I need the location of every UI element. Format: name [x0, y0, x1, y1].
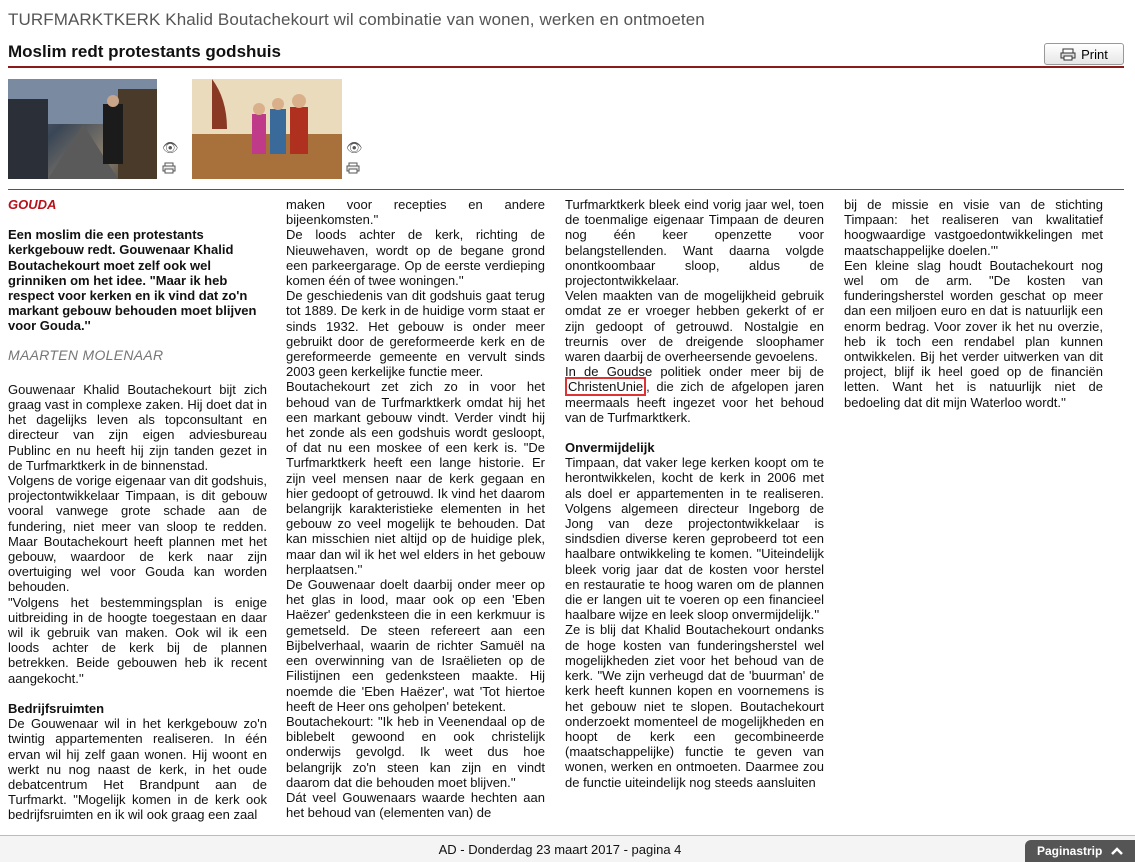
text-span: , die zich de afgelopen jaren meermaals heeft ingezet voor het behoud van de Turfmarktkerk.	[565, 379, 824, 425]
chevron-up-icon	[1110, 846, 1124, 856]
paragraph: Gouwenaar Khalid Boutachekourt bijt zich graag vast in complexe zaken. Hij doet dat in het dagelijks leven als topconsultant en directeur van zijn eigen adviesbureau Publinc en nu heeft hij zijn tanden gezet in de Turfmarktkerk in de binnenstad.	[8, 381, 267, 473]
subheading: Bedrijfsruimten	[8, 700, 105, 716]
christenunie-link[interactable]: ChristenUnie	[565, 377, 646, 396]
paragraph: Volgens de vorige eigenaar van dit godshuis, projectontwikkelaar Timpaan, is dit gebouw vooral vanwege grote schade aan de fundering, niet meer van sloop te redden. Maar Boutachekourt heeft plannen met het gebouw, waardoor de kerk naar zijn overtuiging wel voor Gouda kan worden behouden.	[8, 473, 267, 595]
paragraph: Timpaan, dat vaker lege kerken koopt om te herontwikkelen, kocht de kerk in 2006 met als doel er appartementen in te realiseren. Volgens algemeen directeur Ingeborg de Jong van deze projectontwikkelaar is sindsdien diverse keren geprobeerd tot een haalbare ontwikkeling te komen. "Uiteindelijk bleek vorig jaar dat de kosten voor herstel en restauratie te hoog waren om de plannen die er langen uit te voeren op een financieel haalbare wijze en leek sloop onvermijdelijk.''	[565, 455, 824, 623]
paragraph: Boutachekourt: "Ik heb in Veenendaal op de biblebelt gewoond en ook christelijk onderwijs gevolgd. Ik weet dus hoe belangrijk zo'n steen kan zijn en vindt daarom dat die behouden moet blijven.''	[286, 713, 545, 790]
printer-icon	[1060, 48, 1076, 61]
article-photo-2[interactable]	[192, 79, 342, 179]
paragraph: De geschiedenis van dit godshuis gaat terug tot 1889. De kerk in de huidige vorm staat er sinds 1932. Het gebouw is onder meer gebruikt door de gereformeerde kerk en de gereformeerde gemeente en vervult sinds 2003 geen kerkelijke functie meer.	[286, 288, 545, 380]
photo-2-actions	[346, 140, 363, 174]
paragraph: Ze is blij dat Khalid Boutachekourt ondanks de hoge kosten van funderingsherstel wel mogelijkheden ziet voor het behoud van de kerk. "We zijn verheugd dat de 'buurman' de kerk heeft kunnen kopen en voornemens is het gebouw niet te slopen. Boutachekourt onderzoekt momenteel de mogelijkheden en hoopt de kerk een gecombineerde (maatschappelijke) functie te geven van wonen, werken en ontmoeten. Daarmee zou de functie uiteindelijk nog steeds aansluiten	[565, 622, 824, 790]
paragraph: De loods achter de kerk, richting de Nieuwehaven, wordt op de begane grond een parkeergarage. Op de eerste verdieping komen één of twee woningen.''	[286, 227, 545, 289]
page-info: AD - Donderdag 23 maart 2017 - pagina 4	[438, 842, 682, 857]
paragraph: Velen maakten van de mogelijkheid gebruik omdat ze er vroeger hebben gekerkt of er zijn gedoopt of getrouwd. Nostalgie en treurnis over de dreigende sloophamer waren daarbij de overheersende gevoelens.	[565, 288, 824, 365]
paragraph: bij de missie en visie van de stichting Timpaan: het realiseren van kwalitatief hoogwaardige vastgoedontwikkelingen met maatschappelijke doelen.'''	[844, 197, 1103, 258]
view-eye-icon[interactable]: 👁	[346, 140, 363, 155]
print-photo-icon[interactable]	[162, 162, 176, 174]
subtitle: Khalid Boutachekourt wil combinatie van wonen, werken en ontmoeten	[165, 10, 705, 29]
article-column-2	[286, 197, 545, 820]
paragraph: Dát veel Gouwenaars waarde hechten aan het behoud van (elementen van) de	[286, 789, 545, 821]
paragraph: "Volgens het bestemmingsplan is enige uitbreiding in de hoogte toegestaan en daar wil ik gebruik van maken. Ook wil ik een loods achter de kerk bij de plannen betrekken. Beide gebouwen heb ik recent aangekocht.''	[8, 594, 267, 686]
print-label: Print	[1081, 46, 1108, 62]
paragraph: Turfmarktkerk bleek eind vorig jaar wel, toen de toenmalige eigenaar Timpaan de deuren nog één keer openzette voor belangstellenden. Want daarna volgde onontkoombaar sloop, aldus de projectontwikkelaar.	[565, 197, 824, 289]
print-photo-icon[interactable]	[346, 162, 360, 174]
article-kicker-title	[8, 10, 705, 30]
paragraph: De Gouwenaar doelt daarbij onder meer op het glas in lood, maar ook op een 'Eben Haëzer' gedenksteen die in een kerkmuur is gemetseld. De steen refereert aan een Bijbelverhaal, waarin de richter Samuël na een overwinning van de Israëlieten op de Filistijnen een gedenksteen maakte. Hij noemde die 'Eben Haëzer', wat 'Tot hiertoe heeft de Heer ons geholpen' betekent.	[286, 577, 545, 714]
kicker: TURFMARKTKERK	[8, 10, 161, 29]
article-column-4	[844, 197, 1103, 410]
paragraph: Een kleine slag houdt Boutachekourt nog wel om de arm. "De kosten van funderingsherstel worden geschat op meer dan een miljoen euro en dat is natuurlijk een enorm bedrag. Voor zover ik het nu overzie, heb ik toch een rendabel plan kunnen ontwikkelen. Bij het verder uitwerken van dit project, blijf ik heel goed op de financiën letten. Want het is natuurlijk niet de bedoeling dat dit mijn Waterloo wordt.''	[844, 257, 1103, 410]
content-divider	[8, 189, 1124, 190]
article-column-3	[565, 197, 824, 790]
page-title: Moslim redt protestants godshuis	[8, 42, 281, 61]
view-eye-icon[interactable]: 👁	[162, 140, 179, 155]
article-photo-1[interactable]	[8, 79, 157, 179]
subheading: Onvermijdelijk	[565, 440, 655, 456]
paginastrip-button[interactable]	[1025, 840, 1135, 862]
article-column-1	[8, 197, 267, 823]
paragraph: maken voor recepties en andere bijeenkomsten.''	[286, 197, 545, 228]
print-button[interactable]	[1044, 43, 1124, 65]
author-byline: MAARTEN MOLENAAR	[8, 346, 164, 363]
photo-street-icon	[8, 79, 157, 179]
photo-1-actions	[162, 140, 179, 174]
article-lead: Een moslim die een protestants kerkgebouw redt. Gouwenaar Khalid Boutachekourt moet zelf ook wel grinniken om het idee. "Maar ik heb respect voor kerken en ik vind dat zo'n markant gebouw behouden moet blijven voor Gouda.''	[8, 227, 257, 334]
location-label: GOUDA	[8, 197, 57, 212]
paragraph: Boutachekourt zet zich zo in voor het behoud van de Turfmarktkerk omdat hij het een markant gebouw vindt. Verder vindt hij het zonde als een godshuis wordt gesloopt, of dat nu een moskee of een kerk is. "De Turfmarktkerk heeft een lange historie. Er zijn veel mensen naar de kerk gegaan en hier gedoopt of getrouwd. Ik vind het daarom belangrijk karakteristieke elementen in het gebouw zo veel mogelijk te behouden. Dat kan misschien niet altijd op de huidige plek, maar dan wil ik het wel elders in het gebouw herplaatsen.''	[286, 379, 545, 577]
paragraph-with-link	[565, 364, 824, 425]
text-span: In de Goudse politiek onder meer bij de	[565, 364, 824, 380]
paragraph: De Gouwenaar wil in het kerkgebouw zo'n twintig appartementen realiseren. In één ervan wil hij zelf gaan wonen. Hij woont en werkt nu nog naast de kerk, in het oude debatcentrum Het Brandpunt aan de Turfmarkt. "Mogelijk komen in de kerk ook bedrijfsruimten en ik wil ook graag een zaal	[8, 716, 267, 823]
paginastrip-label: Paginastrip	[1037, 844, 1103, 858]
title-divider	[8, 66, 1124, 68]
photo-church-interior-icon	[192, 79, 342, 179]
